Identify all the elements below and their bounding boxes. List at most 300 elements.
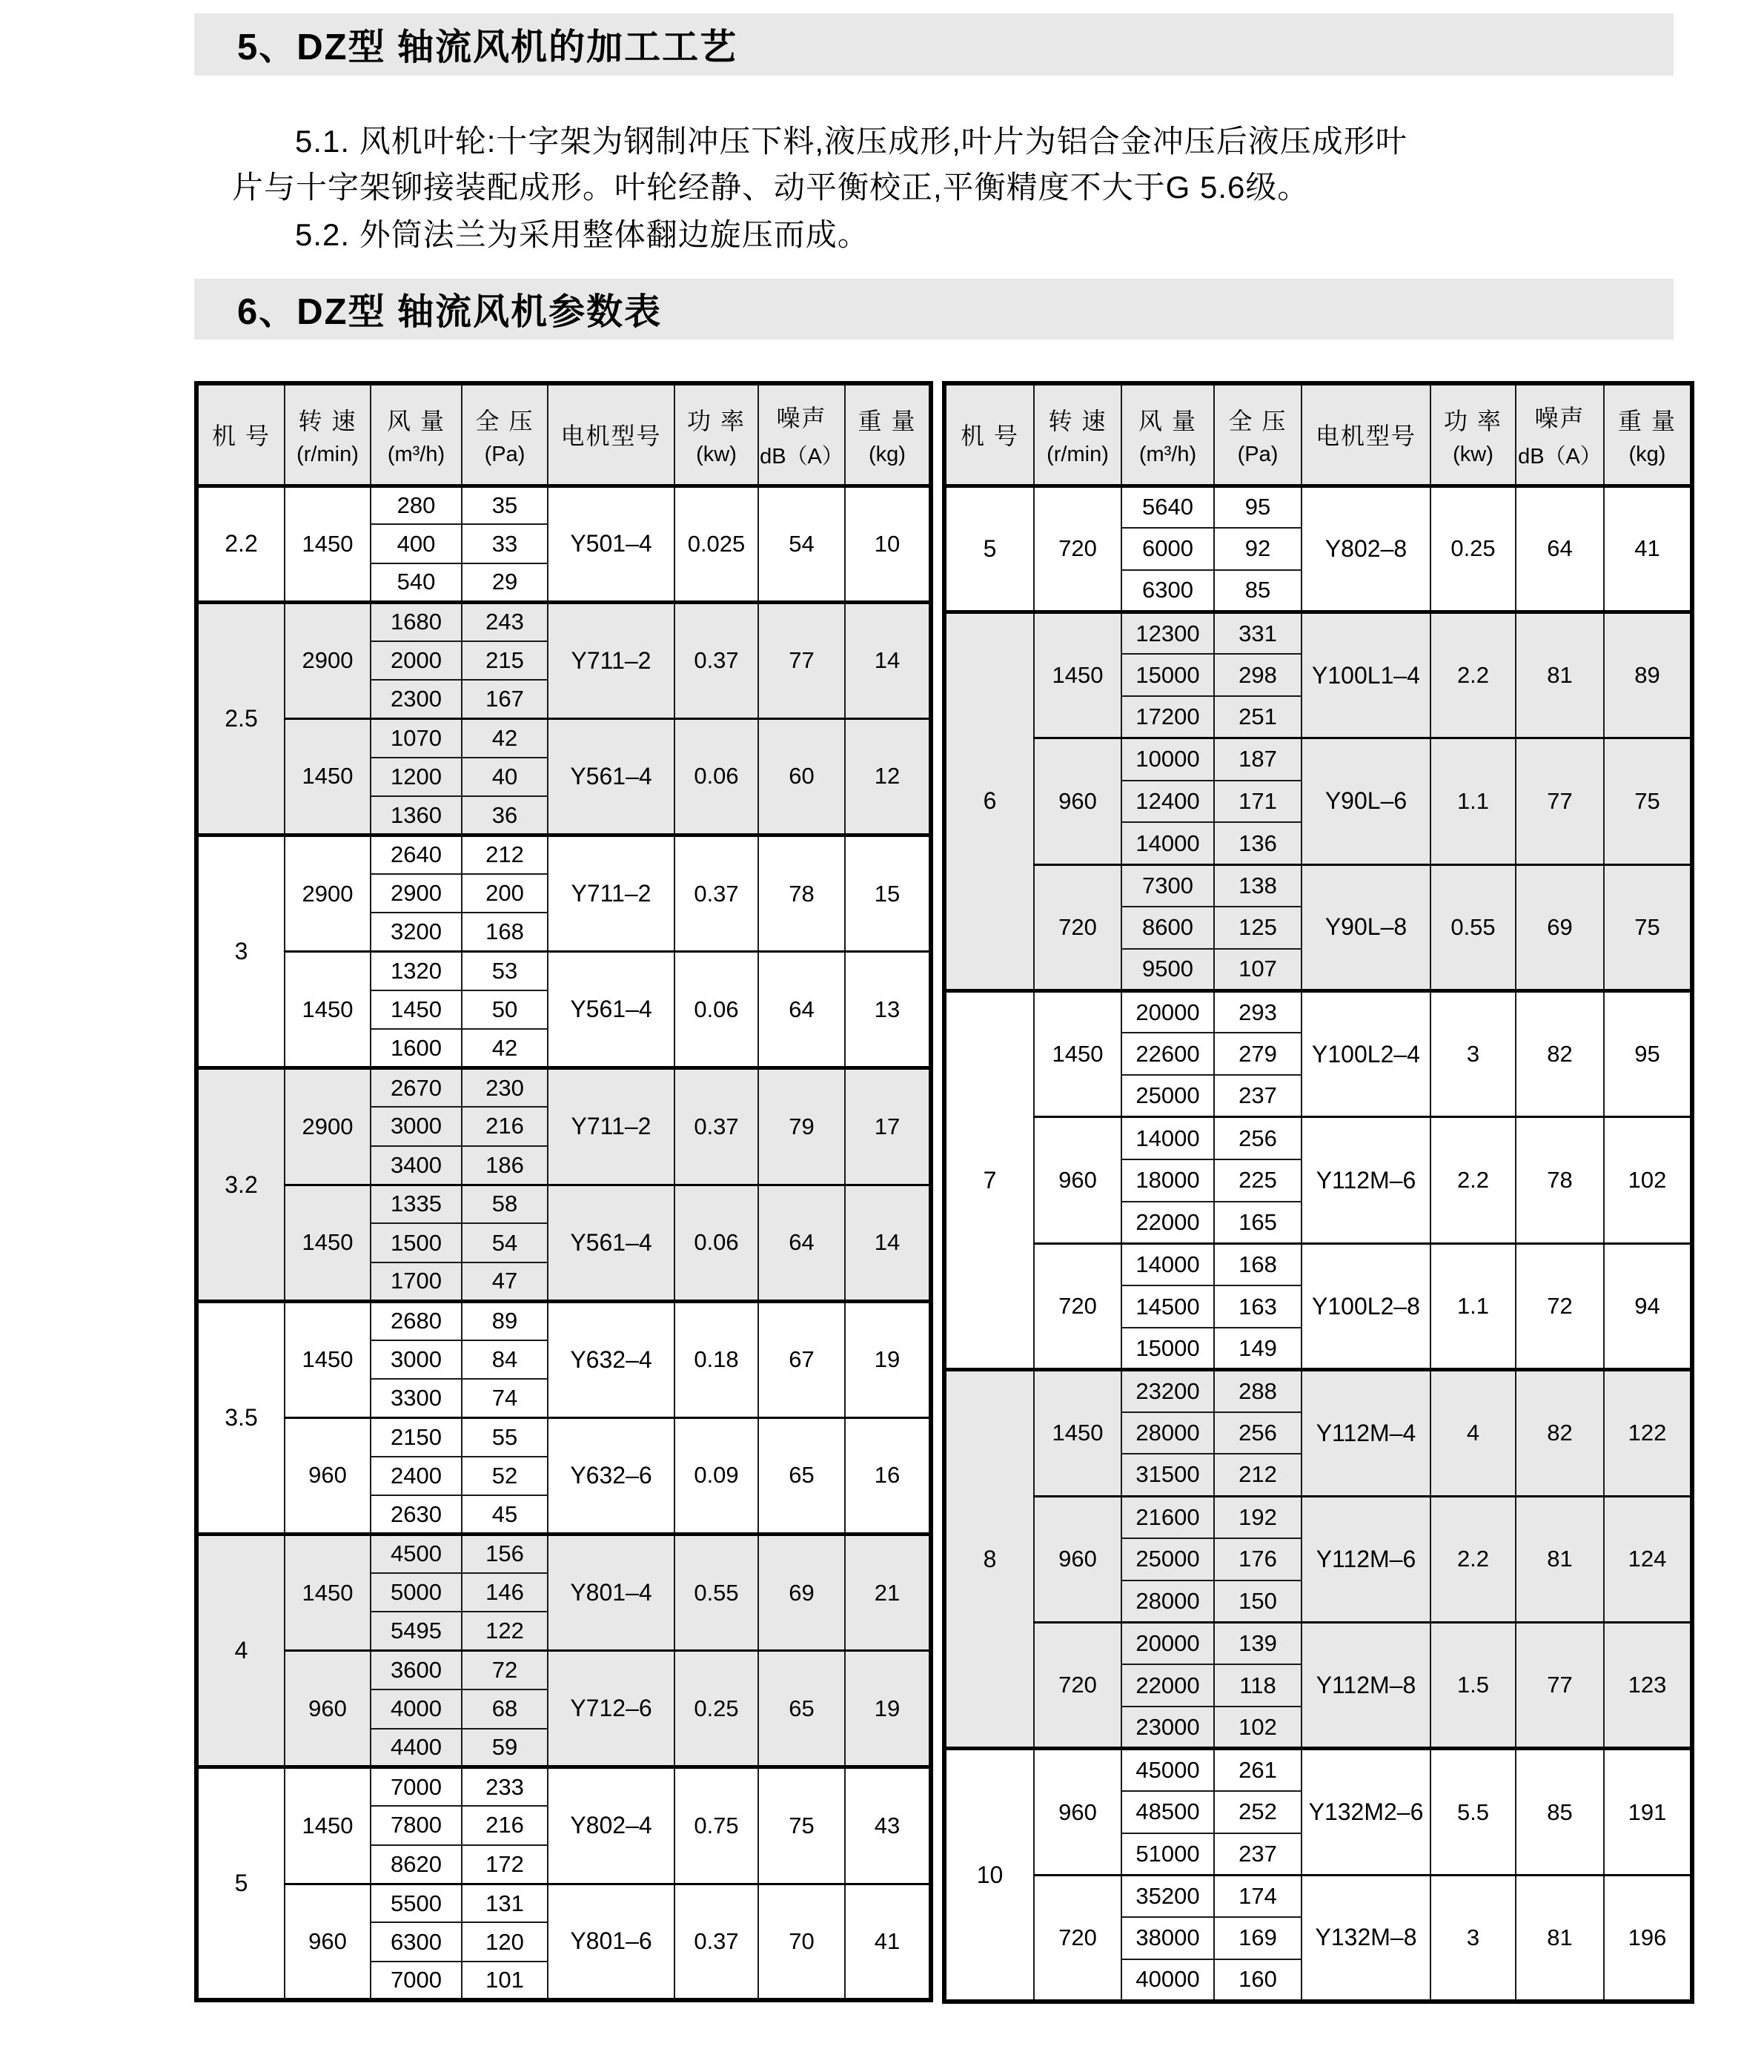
- cell-flow: 2640: [371, 835, 462, 874]
- cell-flow: 2000: [371, 641, 462, 680]
- cell-weight: 12: [845, 718, 931, 835]
- cell-pressure: 288: [1214, 1370, 1302, 1412]
- table-row: [196, 1301, 931, 1340]
- cell-motor-model: Y561–4: [548, 1185, 674, 1301]
- cell-weight: 13: [845, 952, 931, 1068]
- cell-flow: 1700: [371, 1262, 462, 1301]
- column-header-weight: 重 量 (kg): [1604, 383, 1692, 486]
- cell-noise: 77: [1516, 738, 1604, 864]
- cell-rpm: 720: [1034, 1623, 1121, 1749]
- cell-motor-model: Y711–2: [548, 602, 674, 718]
- table-row: [944, 1623, 1692, 1665]
- table-header-left: [196, 383, 931, 486]
- cell-flow: 5495: [371, 1612, 462, 1650]
- cell-flow: 2300: [371, 680, 462, 718]
- table-row: [196, 602, 931, 641]
- cell-pressure: 165: [1214, 1202, 1302, 1244]
- table-row: [944, 1496, 1692, 1538]
- table-row: [196, 1417, 931, 1456]
- cell-weight: 191: [1604, 1749, 1692, 1875]
- column-header-power: 功 率 (kw): [674, 383, 758, 486]
- cell-rpm: 1450: [1034, 991, 1121, 1117]
- table-row: [196, 1068, 931, 1107]
- cell-pressure: 160: [1214, 1959, 1302, 2002]
- cell-flow: 15000: [1121, 654, 1214, 696]
- cell-pressure: 52: [462, 1457, 548, 1495]
- column-header-power: 功 率 (kw): [1430, 383, 1516, 486]
- cell-motor-model: Y801–4: [548, 1535, 674, 1651]
- cell-power: 0.25: [674, 1651, 758, 1767]
- cell-noise: 81: [1516, 1496, 1604, 1622]
- cell-pressure: 174: [1214, 1875, 1302, 1917]
- cell-rpm: 2900: [285, 602, 371, 718]
- cell-model-no: 3.2: [196, 1068, 285, 1301]
- paragraph-5-1-line-1: 5.1. 风机叶轮:十字架为钢制冲压下料,液压成形,叶片为铝合金冲压后液压成形叶: [295, 124, 1407, 159]
- cell-rpm: 1450: [285, 952, 371, 1068]
- cell-pressure: 84: [462, 1340, 548, 1379]
- section-6-title-bar: [194, 279, 1674, 340]
- cell-pressure: 35: [462, 486, 548, 524]
- cell-flow: 8620: [371, 1845, 462, 1884]
- cell-flow: 3000: [371, 1107, 462, 1145]
- cell-motor-model: Y561–4: [548, 952, 674, 1068]
- cell-weight: 94: [1604, 1243, 1692, 1369]
- cell-power: 0.37: [674, 602, 758, 718]
- cell-weight: 19: [845, 1301, 931, 1417]
- cell-power: 0.18: [674, 1301, 758, 1417]
- cell-pressure: 36: [462, 796, 548, 835]
- cell-pressure: 95: [1214, 486, 1302, 528]
- cell-model-no: 8: [944, 1370, 1034, 1749]
- cell-flow: 14500: [1121, 1285, 1214, 1328]
- cell-rpm: 1450: [285, 718, 371, 835]
- column-header-flow: 风 量 (m³/h): [371, 383, 462, 486]
- parameter-tables: [194, 381, 1694, 2004]
- cell-motor-model: Y711–2: [548, 835, 674, 952]
- cell-pressure: 225: [1214, 1159, 1302, 1202]
- cell-pressure: 256: [1214, 1117, 1302, 1159]
- table-row: [944, 738, 1692, 781]
- cell-pressure: 29: [462, 563, 548, 602]
- cell-flow: 40000: [1121, 1959, 1214, 2002]
- cell-flow: 51000: [1121, 1833, 1214, 1876]
- cell-pressure: 125: [1214, 907, 1302, 949]
- cell-flow: 1360: [371, 796, 462, 835]
- cell-noise: 65: [758, 1651, 845, 1767]
- cell-flow: 1450: [371, 990, 462, 1029]
- cell-pressure: 136: [1214, 822, 1302, 864]
- cell-weight: 16: [845, 1417, 931, 1534]
- table-row: [944, 612, 1692, 654]
- cell-noise: 65: [758, 1417, 845, 1534]
- cell-flow: 7000: [371, 1962, 462, 2000]
- cell-flow: 1335: [371, 1185, 462, 1223]
- cell-rpm: 720: [1034, 864, 1121, 990]
- cell-pressure: 68: [462, 1689, 548, 1728]
- cell-flow: 14000: [1121, 1243, 1214, 1285]
- cell-flow: 22000: [1121, 1202, 1214, 1244]
- table-row: [196, 1767, 931, 1806]
- cell-motor-model: Y561–4: [548, 718, 674, 835]
- parameter-table-left: [194, 381, 933, 2002]
- cell-flow: 5640: [1121, 486, 1214, 528]
- cell-noise: 69: [758, 1535, 845, 1651]
- cell-weight: 17: [845, 1068, 931, 1185]
- cell-motor-model: Y112M–4: [1302, 1370, 1430, 1496]
- cell-flow: 1200: [371, 758, 462, 796]
- cell-pressure: 138: [1214, 864, 1302, 907]
- cell-noise: 72: [1516, 1243, 1604, 1369]
- cell-motor-model: Y132M–8: [1302, 1875, 1430, 2001]
- cell-rpm: 1450: [285, 1767, 371, 1884]
- cell-flow: 20000: [1121, 991, 1214, 1033]
- cell-flow: 5000: [371, 1573, 462, 1612]
- cell-power: 0.55: [674, 1535, 758, 1651]
- cell-model-no: 2.5: [196, 602, 285, 835]
- cell-flow: 6300: [371, 1922, 462, 1961]
- cell-noise: 81: [1516, 612, 1604, 738]
- cell-pressure: 176: [1214, 1538, 1302, 1581]
- cell-power: 2.2: [1430, 1496, 1516, 1622]
- cell-flow: 540: [371, 563, 462, 602]
- cell-weight: 196: [1604, 1875, 1692, 2001]
- table-body-left: [196, 486, 931, 2000]
- cell-power: 0.37: [674, 1884, 758, 2000]
- table-row: [944, 486, 1692, 528]
- cell-weight: 122: [1604, 1370, 1692, 1496]
- cell-motor-model: Y501–4: [548, 486, 674, 602]
- cell-pressure: 212: [1214, 1454, 1302, 1496]
- cell-flow: 15000: [1121, 1328, 1214, 1370]
- cell-motor-model: Y632–4: [548, 1301, 674, 1417]
- cell-flow: 1500: [371, 1223, 462, 1262]
- cell-flow: 1680: [371, 602, 462, 641]
- cell-power: 5.5: [1430, 1749, 1516, 1875]
- table-row: [196, 1884, 931, 1922]
- cell-flow: 23000: [1121, 1707, 1214, 1749]
- cell-flow: 1070: [371, 718, 462, 757]
- cell-flow: 5500: [371, 1884, 462, 1922]
- cell-flow: 38000: [1121, 1917, 1214, 1959]
- cell-flow: 400: [371, 524, 462, 563]
- cell-motor-model: Y100L2–4: [1302, 991, 1430, 1117]
- cell-motor-model: Y112M–6: [1302, 1117, 1430, 1243]
- cell-power: 3: [1430, 1875, 1516, 2001]
- cell-model-no: 2.2: [196, 486, 285, 602]
- cell-pressure: 42: [462, 1029, 548, 1068]
- cell-flow: 22600: [1121, 1033, 1214, 1075]
- cell-noise: 64: [758, 1185, 845, 1301]
- cell-pressure: 118: [1214, 1664, 1302, 1707]
- cell-weight: 124: [1604, 1496, 1692, 1622]
- column-header-noise: 噪声 dB（A）: [1516, 383, 1604, 486]
- cell-weight: 10: [845, 486, 931, 602]
- cell-motor-model: Y802–4: [548, 1767, 674, 1884]
- cell-flow: 12400: [1121, 781, 1214, 823]
- cell-weight: 123: [1604, 1623, 1692, 1749]
- cell-pressure: 58: [462, 1185, 548, 1223]
- cell-weight: 19: [845, 1651, 931, 1767]
- cell-flow: 3300: [371, 1379, 462, 1417]
- cell-flow: 18000: [1121, 1159, 1214, 1202]
- cell-pressure: 212: [462, 835, 548, 874]
- cell-pressure: 243: [462, 602, 548, 641]
- cell-flow: 1600: [371, 1029, 462, 1068]
- table-row: [196, 1185, 931, 1223]
- cell-rpm: 960: [285, 1884, 371, 2000]
- cell-model-no: 7: [944, 991, 1034, 1370]
- cell-pressure: 107: [1214, 949, 1302, 991]
- cell-pressure: 279: [1214, 1033, 1302, 1075]
- cell-flow: 2400: [371, 1457, 462, 1495]
- cell-pressure: 216: [462, 1806, 548, 1844]
- cell-pressure: 55: [462, 1417, 548, 1456]
- cell-noise: 82: [1516, 991, 1604, 1117]
- cell-flow: 6300: [1121, 570, 1214, 612]
- cell-pressure: 215: [462, 641, 548, 680]
- cell-pressure: 40: [462, 758, 548, 796]
- section-5-title-bar: [194, 13, 1674, 76]
- cell-rpm: 720: [1034, 1875, 1121, 2001]
- cell-motor-model: Y112M–6: [1302, 1496, 1430, 1622]
- cell-noise: 54: [758, 486, 845, 602]
- cell-power: 0.06: [674, 1185, 758, 1301]
- cell-rpm: 1450: [1034, 1370, 1121, 1496]
- cell-flow: 4400: [371, 1729, 462, 1767]
- cell-flow: 9500: [1121, 949, 1214, 991]
- cell-pressure: 186: [462, 1146, 548, 1185]
- cell-power: 1.1: [1430, 1243, 1516, 1369]
- cell-rpm: 1450: [285, 1185, 371, 1301]
- cell-flow: 31500: [1121, 1454, 1214, 1496]
- table-row: [944, 1117, 1692, 1159]
- cell-flow: 21600: [1121, 1496, 1214, 1538]
- cell-power: 0.37: [674, 1068, 758, 1185]
- cell-flow: 2670: [371, 1068, 462, 1107]
- cell-pressure: 53: [462, 952, 548, 990]
- cell-motor-model: Y712–6: [548, 1651, 674, 1767]
- cell-weight: 14: [845, 1185, 931, 1301]
- cell-pressure: 150: [1214, 1581, 1302, 1623]
- cell-flow: 8600: [1121, 907, 1214, 949]
- cell-noise: 77: [1516, 1623, 1604, 1749]
- column-header-pressure: 全 压 (Pa): [462, 383, 548, 486]
- cell-pressure: 163: [1214, 1285, 1302, 1328]
- cell-rpm: 2900: [285, 835, 371, 952]
- table-row: [944, 1875, 1692, 1917]
- cell-model-no: 4: [196, 1535, 285, 1767]
- table-row: [944, 1370, 1692, 1412]
- paragraph-5-1-line-2: 片与十字架铆接装配成形。叶轮经静、动平衡校正,平衡精度不大于G 5.6级。: [232, 170, 1310, 205]
- cell-rpm: 960: [285, 1417, 371, 1534]
- cell-noise: 78: [758, 835, 845, 952]
- cell-flow: 35200: [1121, 1875, 1214, 1917]
- cell-pressure: 168: [1214, 1243, 1302, 1285]
- cell-power: 0.37: [674, 835, 758, 952]
- cell-pressure: 293: [1214, 991, 1302, 1033]
- cell-noise: 64: [1516, 486, 1604, 612]
- cell-power: 0.06: [674, 952, 758, 1068]
- cell-flow: 10000: [1121, 738, 1214, 781]
- cell-power: 0.75: [674, 1767, 758, 1884]
- cell-model-no: 3: [196, 835, 285, 1068]
- cell-pressure: 261: [1214, 1749, 1302, 1791]
- column-header-noise: 噪声 dB（A）: [758, 383, 845, 486]
- table-row: [196, 486, 931, 524]
- cell-weight: 89: [1604, 612, 1692, 738]
- table-row: [944, 1749, 1692, 1791]
- cell-flow: 7300: [1121, 864, 1214, 907]
- cell-flow: 4000: [371, 1689, 462, 1728]
- column-header-pressure: 全 压 (Pa): [1214, 383, 1302, 486]
- cell-model-no: 6: [944, 612, 1034, 990]
- cell-model-no: 10: [944, 1749, 1034, 2002]
- cell-pressure: 45: [462, 1495, 548, 1534]
- cell-flow: 3200: [371, 913, 462, 951]
- cell-pressure: 168: [462, 913, 548, 951]
- cell-pressure: 120: [462, 1922, 548, 1961]
- cell-pressure: 72: [462, 1651, 548, 1689]
- cell-noise: 67: [758, 1301, 845, 1417]
- cell-pressure: 171: [1214, 781, 1302, 823]
- cell-power: 0.06: [674, 718, 758, 835]
- cell-weight: 15: [845, 835, 931, 952]
- cell-flow: 7800: [371, 1806, 462, 1844]
- cell-noise: 82: [1516, 1370, 1604, 1496]
- cell-pressure: 139: [1214, 1623, 1302, 1665]
- cell-rpm: 960: [1034, 738, 1121, 864]
- table-row: [944, 1243, 1692, 1285]
- cell-noise: 79: [758, 1068, 845, 1185]
- cell-weight: 14: [845, 602, 931, 718]
- cell-weight: 41: [1604, 486, 1692, 612]
- cell-rpm: 960: [1034, 1749, 1121, 1875]
- cell-rpm: 1450: [1034, 612, 1121, 738]
- cell-pressure: 216: [462, 1107, 548, 1145]
- cell-motor-model: Y100L2–8: [1302, 1243, 1430, 1369]
- cell-motor-model: Y90L–6: [1302, 738, 1430, 864]
- table-row: [196, 835, 931, 874]
- cell-flow: 12300: [1121, 612, 1214, 654]
- cell-pressure: 237: [1214, 1833, 1302, 1876]
- cell-power: 3: [1430, 991, 1516, 1117]
- parameter-table-right: [942, 381, 1694, 2004]
- cell-flow: 17200: [1121, 696, 1214, 738]
- cell-pressure: 54: [462, 1223, 548, 1262]
- cell-pressure: 331: [1214, 612, 1302, 654]
- cell-weight: 95: [1604, 991, 1692, 1117]
- section-6-title: 6、DZ型 轴流风机参数表: [237, 292, 663, 332]
- cell-noise: 64: [758, 952, 845, 1068]
- cell-noise: 70: [758, 1884, 845, 2000]
- cell-flow: 2150: [371, 1417, 462, 1456]
- cell-flow: 20000: [1121, 1623, 1214, 1665]
- cell-pressure: 47: [462, 1262, 548, 1301]
- cell-pressure: 187: [1214, 738, 1302, 781]
- cell-pressure: 92: [1214, 528, 1302, 570]
- cell-noise: 78: [1516, 1117, 1604, 1243]
- cell-pressure: 230: [462, 1068, 548, 1107]
- cell-model-no: 5: [196, 1767, 285, 2000]
- cell-weight: 41: [845, 1884, 931, 2000]
- cell-flow: 3400: [371, 1146, 462, 1185]
- column-header-rpm: 转 速 (r/min): [285, 383, 371, 486]
- column-header-model-no: 机 号: [196, 383, 285, 486]
- cell-weight: 21: [845, 1535, 931, 1651]
- cell-pressure: 156: [462, 1535, 548, 1573]
- cell-flow: 14000: [1121, 822, 1214, 864]
- cell-rpm: 720: [1034, 486, 1121, 612]
- cell-pressure: 85: [1214, 570, 1302, 612]
- cell-power: 0.25: [1430, 486, 1516, 612]
- cell-flow: 6000: [1121, 528, 1214, 570]
- cell-weight: 75: [1604, 864, 1692, 990]
- cell-flow: 25000: [1121, 1538, 1214, 1581]
- cell-power: 0.025: [674, 486, 758, 602]
- table-body-right: [944, 486, 1692, 2002]
- cell-flow: 23200: [1121, 1370, 1214, 1412]
- cell-pressure: 50: [462, 990, 548, 1029]
- cell-rpm: 1450: [285, 1535, 371, 1651]
- cell-flow: 3000: [371, 1340, 462, 1379]
- cell-flow: 2630: [371, 1495, 462, 1534]
- cell-pressure: 298: [1214, 654, 1302, 696]
- cell-flow: 25000: [1121, 1075, 1214, 1117]
- column-header-model-no: 机 号: [944, 383, 1034, 486]
- cell-pressure: 172: [462, 1845, 548, 1884]
- cell-rpm: 1450: [285, 1301, 371, 1417]
- cell-power: 0.55: [1430, 864, 1516, 990]
- cell-rpm: 2900: [285, 1068, 371, 1185]
- cell-pressure: 251: [1214, 696, 1302, 738]
- cell-rpm: 960: [1034, 1117, 1121, 1243]
- cell-motor-model: Y112M–8: [1302, 1623, 1430, 1749]
- cell-motor-model: Y711–2: [548, 1068, 674, 1185]
- cell-weight: 102: [1604, 1117, 1692, 1243]
- cell-motor-model: Y90L–8: [1302, 864, 1430, 990]
- cell-pressure: 74: [462, 1379, 548, 1417]
- cell-pressure: 192: [1214, 1496, 1302, 1538]
- cell-motor-model: Y802–8: [1302, 486, 1430, 612]
- cell-power: 1.1: [1430, 738, 1516, 864]
- table-row: [196, 952, 931, 990]
- cell-pressure: 200: [462, 874, 548, 913]
- paragraph-5-2: 5.2. 外筒法兰为采用整体翻边旋压而成。: [295, 217, 869, 252]
- column-header-weight: 重 量 (kg): [845, 383, 931, 486]
- cell-power: 1.5: [1430, 1623, 1516, 1749]
- cell-pressure: 59: [462, 1729, 548, 1767]
- cell-noise: 81: [1516, 1875, 1604, 2001]
- cell-noise: 85: [1516, 1749, 1604, 1875]
- cell-rpm: 1450: [285, 486, 371, 602]
- cell-flow: 280: [371, 486, 462, 524]
- cell-power: 0.09: [674, 1417, 758, 1534]
- table-row: [944, 864, 1692, 907]
- cell-flow: 1320: [371, 952, 462, 990]
- cell-flow: 14000: [1121, 1117, 1214, 1159]
- cell-flow: 28000: [1121, 1412, 1214, 1454]
- column-header-flow: 风 量 (m³/h): [1121, 383, 1214, 486]
- cell-noise: 69: [1516, 864, 1604, 990]
- cell-pressure: 89: [462, 1301, 548, 1340]
- cell-power: 2.2: [1430, 1117, 1516, 1243]
- column-header-motor-model: 电机型号: [548, 383, 674, 486]
- cell-flow: 28000: [1121, 1581, 1214, 1623]
- cell-pressure: 237: [1214, 1075, 1302, 1117]
- cell-motor-model: Y632–6: [548, 1417, 674, 1534]
- table-row: [196, 718, 931, 757]
- table-row: [196, 1651, 931, 1689]
